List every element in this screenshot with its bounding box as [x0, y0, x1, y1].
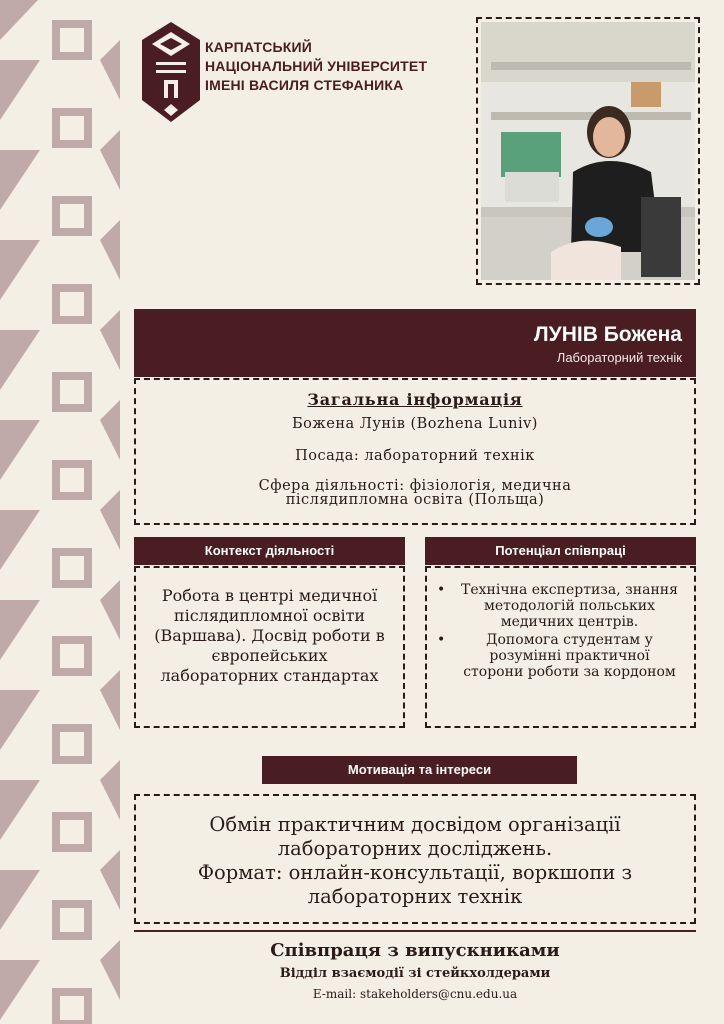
potential-list	[435, 582, 686, 680]
university-logo	[142, 22, 200, 122]
person-name: ЛУНІВ Божена	[533, 323, 682, 346]
potential-item-line: сторони роботи за кордоном	[463, 664, 676, 680]
potential-list-item	[435, 632, 686, 680]
full-name-text: Божена Лунів (Bozhena Luniv)	[292, 416, 538, 432]
person-role: Лабораторний технік	[556, 350, 682, 365]
footer-divider	[134, 930, 696, 932]
context-line: Робота в центрі медичної	[161, 586, 378, 605]
context-line: європейських	[211, 646, 328, 665]
motivation-line: лабораторних технік	[307, 885, 523, 908]
footer-department: Відділ взаємодії зі стейкхолдерами	[279, 966, 551, 981]
context-section-title: Контекст діяльності	[134, 537, 405, 565]
university-name-line1: КАРПАТСЬКИЙ	[205, 39, 313, 55]
potential-item-line: • Технічна експертиза, знання	[461, 582, 678, 598]
university-name	[205, 38, 455, 95]
general-info-heading: Загальна інформація	[307, 390, 523, 409]
potential-item-line: медичних центрів.	[500, 614, 639, 630]
footer	[134, 938, 696, 1004]
position-text: Посада: лабораторний технік	[295, 448, 535, 464]
profile-photo-frame	[476, 17, 700, 285]
ornament-pattern	[0, 0, 120, 1024]
motivation-line: Формат: онлайн-консультації, воркшопи з	[197, 861, 633, 884]
motivation-box	[134, 794, 696, 924]
sphere-text-line1: Сфера діяльності: фізіологія, медична	[258, 478, 572, 494]
sphere-text-line2: післядипломна освіта (Польща)	[285, 492, 545, 508]
potential-box	[425, 566, 696, 728]
university-name-line3: ІМЕНІ ВАСИЛЯ СТЕФАНИКА	[205, 77, 404, 93]
profile-photo	[481, 22, 695, 280]
potential-section-title: Потенціал співпраці	[425, 537, 696, 565]
university-name-line2: НАЦІОНАЛЬНИЙ УНІВЕРСИТЕТ	[205, 58, 428, 74]
footer-title: Співпраця з випускниками	[270, 940, 560, 961]
context-line: післядипломної освіти	[173, 606, 366, 625]
context-line: (Варшава). Досвід роботи в	[154, 626, 385, 645]
potential-item-line: розумінні практичної	[489, 648, 650, 664]
general-info-box	[134, 378, 696, 525]
potential-item-line: • Допомога студентам у	[486, 632, 653, 648]
motivation-line: Обмін практичним досвідом організації	[209, 813, 621, 836]
footer-email[interactable]: E-mail: stakeholders@cnu.edu.ua	[312, 987, 518, 1001]
motivation-line: лабораторних досліджень.	[277, 837, 553, 860]
context-box	[134, 566, 405, 728]
name-banner	[134, 309, 696, 377]
potential-list-item	[435, 582, 686, 630]
context-line: лабораторних стандартах	[160, 666, 379, 685]
motivation-section-title: Мотивація та інтереси	[262, 756, 577, 784]
potential-item-line: методологій польських	[483, 598, 656, 614]
